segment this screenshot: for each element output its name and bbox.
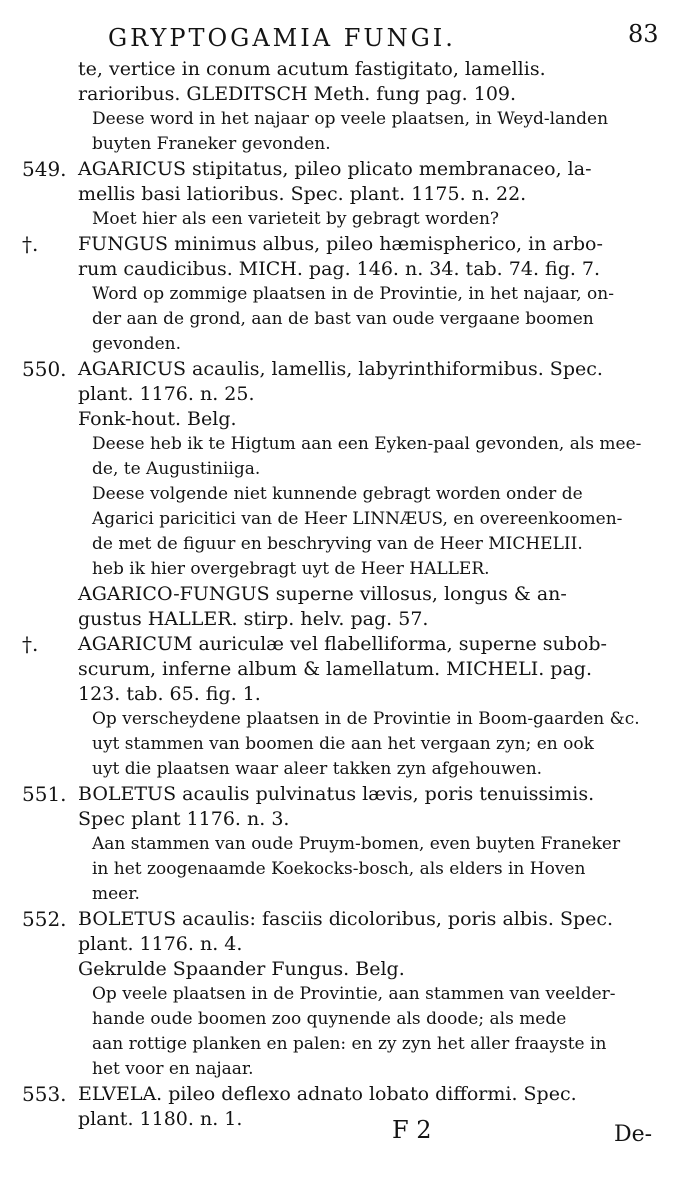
entry-number: 552. (22, 907, 67, 931)
line-text: BOLETUS acaulis: fasciis dicoloribus, poris albis. Spec. (78, 908, 614, 930)
line-text: plant. 1180. n. 1. (78, 1108, 243, 1130)
page-footer (0, 1116, 700, 1166)
line-text: Moet hier als een varieteit by gebragt worden? (92, 209, 500, 229)
line-text: Deese word in het najaar op veele plaatsen, in Weyd-landen (92, 109, 609, 129)
running-head: GRYPTOGAMIA FUNGI. (108, 24, 456, 52)
line-text: Aan stammen van oude Pruym-bomen, even buyten Franeker (92, 834, 621, 854)
catchword: De- (614, 1122, 653, 1147)
line-text: plant. 1176. n. 25. (78, 383, 255, 405)
line-text: FUNGUS minimus albus, pileo hæmispherico, in arbo- (78, 233, 603, 255)
line-text: buyten Franeker gevonden. (92, 134, 331, 154)
line-text: AGARICO-FUNGUS superne villosus, longus & an- (78, 583, 567, 605)
line-text: uyt die plaatsen waar aleer takken zyn afgehouwen. (92, 759, 543, 779)
line-text: Word op zommige plaatsen in de Provintie, in het najaar, on- (92, 284, 614, 304)
line-text: mellis basi latioribus. Spec. plant. 1175. n. 22. (78, 183, 527, 205)
line-text: uyt stammen van boomen die aan het vergaan zyn; en ook (92, 734, 594, 754)
line-text: het voor en najaar. (92, 1059, 254, 1079)
line-text: Deese heb ik te Higtum aan een Eyken-paal gevonden, als mee- (92, 434, 642, 454)
entry-number: 550. (22, 357, 67, 381)
line-text: in het zoogenaamde Koekocks-bosch, als elders in Hoven (92, 859, 586, 879)
line-text: gevonden. (92, 334, 182, 354)
line-text: Op veele plaatsen in de Provintie, aan stammen van veelder- (92, 984, 616, 1004)
page-number: 83 (628, 20, 659, 48)
line-text: meer. (92, 884, 140, 904)
line-text: der aan de grond, aan de bast van oude vergaane boomen (92, 309, 594, 329)
entry-number: †. (22, 232, 39, 256)
line-text: 123. tab. 65. fig. 1. (78, 683, 261, 705)
line-text: Fonk-hout. Belg. (78, 408, 237, 430)
line-text: Spec plant 1176. n. 3. (78, 808, 290, 830)
entry-number: 549. (22, 157, 67, 181)
line-text: AGARICUM auriculæ vel flabelliforma, superne subob- (78, 633, 607, 655)
line-text: Gekrulde Spaander Fungus. Belg. (78, 958, 405, 980)
line-text: rum caudicibus. MICH. pag. 146. n. 34. tab. 74. fig. 7. (78, 258, 601, 280)
page-header (0, 18, 700, 58)
entry-number: †. (22, 632, 39, 656)
line-text: plant. 1176. n. 4. (78, 933, 243, 955)
line-text: BOLETUS acaulis pulvinatus lævis, poris tenuissimis. (78, 783, 595, 805)
line-text: AGARICUS acaulis, lamellis, labyrinthiformibus. Spec. (78, 358, 603, 380)
line-text: Deese volgende niet kunnende gebragt worden onder de (92, 484, 583, 504)
entry-number: 553. (22, 1082, 67, 1106)
line-text: Op verscheydene plaatsen in de Provintie in Boom-gaarden &c. (92, 709, 640, 729)
line-text: scurum, inferne album & lamellatum. MICHELI. pag. (78, 658, 592, 680)
line-text: gustus HALLER. stirp. helv. pag. 57. (78, 608, 429, 630)
line-text: te, vertice in conum acutum fastigitato, lamellis. (78, 58, 546, 80)
line-text: Agarici paricitici van de Heer LINNÆUS, en overeenkoomen- (92, 509, 623, 529)
signature-mark: F 2 (392, 1116, 432, 1144)
line-text: de met de figuur en beschryving van de Heer MICHELII. (92, 534, 583, 554)
line-text: de, te Augustiniiga. (92, 459, 261, 479)
line-text: ELVELA. pileo deflexo adnato lobato difformi. Spec. (78, 1083, 577, 1105)
line-text: heb ik hier overgebragt uyt de Heer HALLER. (92, 559, 490, 579)
line-text: aan rottige planken en palen: en zy zyn het aller fraayste in (92, 1034, 607, 1054)
line-text: AGARICUS stipitatus, pileo plicato membranaceo, la- (78, 158, 592, 180)
entry-number: 551. (22, 782, 67, 806)
line-text: hande oude boomen zoo quynende als doode; als mede (92, 1009, 567, 1029)
line-text: rarioribus. GLEDITSCH Meth. fung pag. 109. (78, 83, 517, 105)
